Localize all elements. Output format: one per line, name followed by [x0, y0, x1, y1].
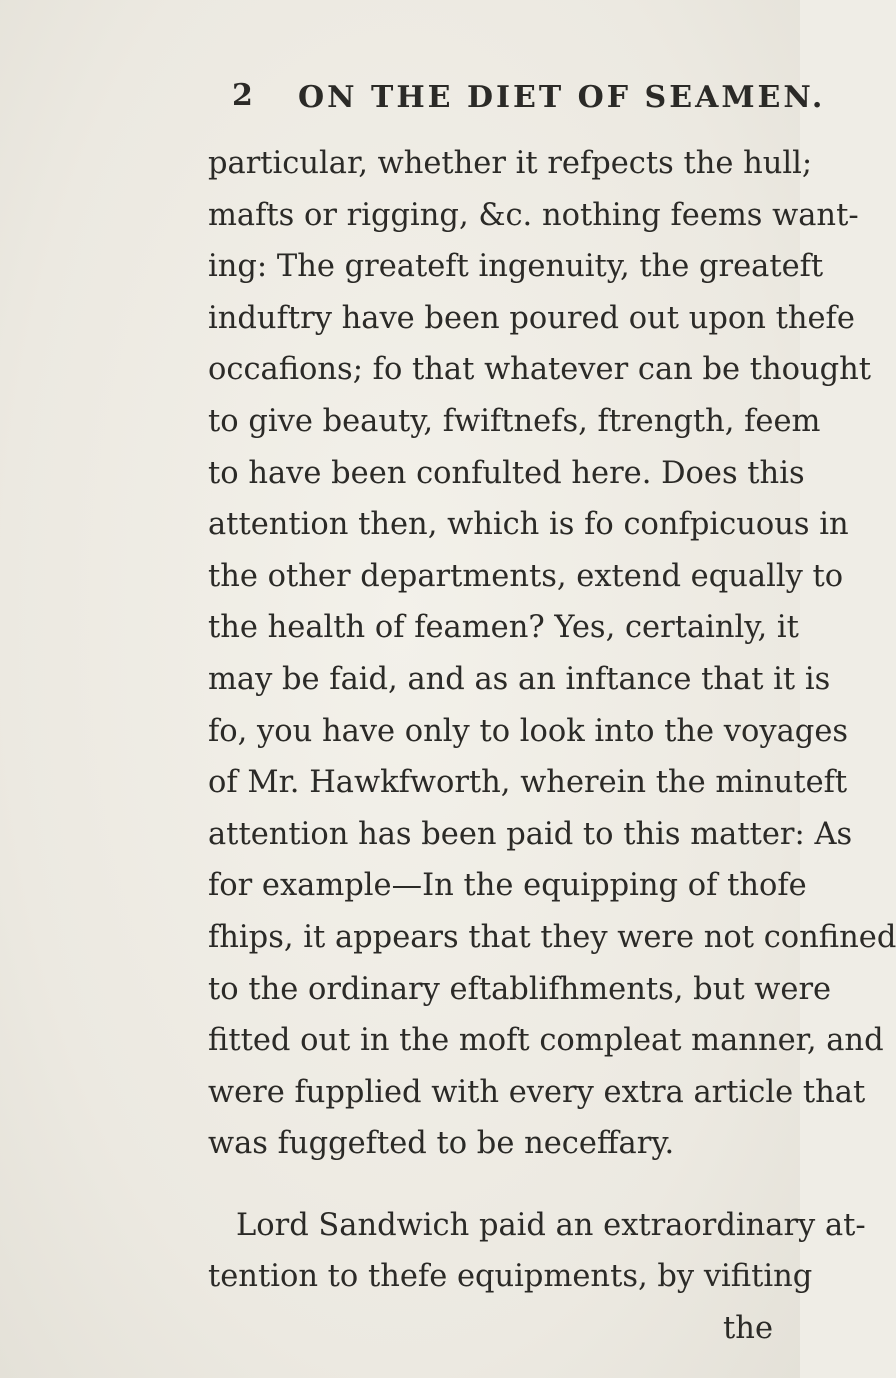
text-line: was fuggefted to be neceffary. [208, 1126, 675, 1162]
text-line: were fupplied with every extra article that [208, 1074, 866, 1110]
text-line: tention to thefe equipments, by vifiting [208, 1259, 813, 1295]
text-line: attention then, which is fo confpicuous in [208, 507, 849, 543]
text-line: of Mr. Hawkfworth, wherein the minuteft [208, 765, 848, 801]
page-number: 2 [232, 78, 254, 113]
text-line: induftry have been poured out upon thefe [208, 300, 855, 336]
body-text [208, 138, 896, 1355]
text-line: may be faid, and as an inftance that it is [208, 661, 831, 697]
text-line: the other departments, extend equally to [208, 558, 844, 594]
catchword: the [723, 1311, 773, 1347]
text-line: to the ordinary eftablifhments, but were [208, 971, 832, 1007]
text-line: fhips, it appears that they were not confined [208, 919, 896, 955]
text-line: Lord Sandwich paid an extraordinary at- [236, 1207, 866, 1243]
text-line: the health of feamen? Yes, certainly, it [208, 610, 799, 646]
text-line: particular, whether it refpects the hull; [208, 146, 813, 181]
paragraph-gap [208, 1170, 773, 1200]
text-line: attention has been paid to this matter: As [208, 816, 853, 852]
text-line: fitted out in the moft compleat manner, and [208, 1023, 884, 1059]
page-header [0, 78, 826, 128]
text-line: occafions; fo that whatever can be thought [208, 352, 872, 388]
text-line: mafts or rigging, &c. nothing feems want- [208, 197, 859, 233]
running-title: ON THE DIET OF SEAMEN. [298, 80, 826, 115]
text-line: ing: The greateft ingenuity, the greateft [208, 249, 824, 285]
text-line: fo, you have only to look into the voyages [208, 713, 849, 749]
text-line: to have been confulted here. Does this [208, 455, 805, 491]
text-line: to give beauty, fwiftnefs, ftrength, feem [208, 403, 821, 439]
text-line: for example—In the equipping of thofe [208, 868, 807, 904]
